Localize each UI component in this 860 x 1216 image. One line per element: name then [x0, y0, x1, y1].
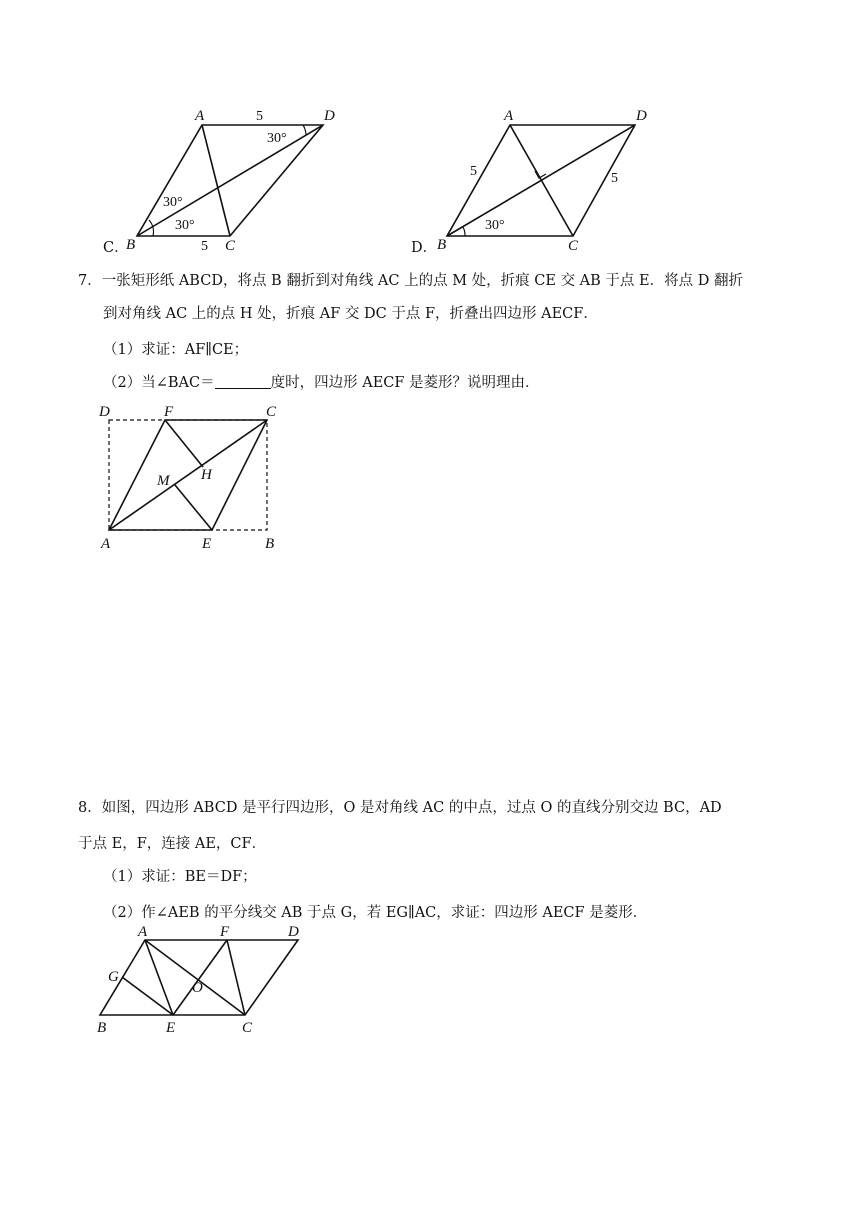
option-c-angle-arc-d	[303, 125, 306, 135]
option-d-diagonal-ac	[510, 125, 573, 236]
q8-label-f: F	[220, 924, 230, 940]
q8-stem-line1: 8．如图，四边形 ABCD 是平行四边形，O 是对角线 AC 的中点，过点 O 的直线分别交边 BC，AD	[78, 800, 722, 816]
q7-label-d: D	[99, 404, 110, 420]
q7-part2	[103, 373, 540, 393]
option-d-rhombus-figure	[430, 100, 660, 260]
option-c-side-bottom: 5	[201, 239, 208, 254]
option-c-side-top: 5	[256, 109, 263, 124]
option-c-label-b: B	[126, 237, 136, 253]
option-c-label-d: D	[324, 108, 335, 124]
q7-label-m: M	[157, 473, 170, 489]
q8-parallelogram-abcd	[100, 940, 298, 1015]
q7-stem-line2: 到对角线 AC 上的点 H 处，折痕 AF 交 DC 于点 F，折叠出四边形 AECF．	[103, 306, 598, 322]
q7-part2-prefix: （2）当∠BAC＝	[103, 375, 215, 391]
q7-fold-em	[175, 485, 212, 530]
q8-label-e: E	[166, 1020, 176, 1036]
q8-label-g: G	[108, 969, 119, 985]
q7-label-h: H	[201, 467, 212, 483]
q7-answer-blank[interactable]	[215, 374, 271, 389]
q7-part2-suffix: 度时，四边形 AECF 是菱形？说明理由．	[270, 375, 540, 391]
q7-label-b: B	[265, 536, 275, 552]
option-d-side-right: 5	[611, 171, 618, 186]
option-d-label-c: C	[568, 238, 579, 254]
option-c-label-a: A	[195, 108, 205, 124]
option-d-side-left: 5	[470, 164, 477, 179]
q7-folded-rectangle-figure	[95, 400, 295, 555]
q7-label-e: E	[202, 536, 212, 552]
q8-segment-ef	[173, 940, 227, 1015]
option-c-diagonal-bd	[137, 125, 323, 236]
option-c-diagonal-ac	[202, 125, 230, 236]
q7-stem-line1: 7．一张矩形纸 ABCD，将点 B 翻折到对角线 AC 上的点 M 处，折痕 CE 交 AB 于点 E．将点 D 翻折	[78, 273, 743, 289]
option-c-label: C．	[103, 240, 129, 256]
q7-label-a: A	[101, 536, 111, 552]
q8-label-d: D	[288, 924, 299, 940]
q8-part1: （1）求证：BE＝DF；	[103, 869, 257, 885]
option-c-angle-b-upper: 30°	[163, 195, 183, 210]
option-d-label: D．	[411, 240, 438, 256]
q7-part1: （1）求证：AF∥CE；	[103, 342, 249, 358]
q8-label-c: C	[242, 1020, 253, 1036]
option-c-angle-b-lower: 30°	[175, 218, 195, 233]
q7-label-c: C	[266, 404, 277, 420]
q7-diagonal-ac	[109, 420, 267, 530]
option-d-label-b: B	[437, 237, 447, 253]
q8-part2: （2）作∠AEB 的平分线交 AB 于点 G，若 EG∥AC，求证：四边形 AECF 是菱形．	[103, 905, 648, 921]
q7-label-f: F	[164, 404, 174, 420]
q8-label-o: O	[192, 980, 203, 996]
q8-label-a: A	[138, 924, 148, 940]
q8-stem-line2: 于点 E，F，连接 AE，CF．	[78, 836, 267, 852]
option-d-angle-b: 30°	[485, 218, 505, 233]
q8-parallelogram-figure	[90, 920, 315, 1040]
q8-label-b: B	[97, 1020, 107, 1036]
option-c-angle-d: 30°	[267, 131, 287, 146]
option-d-label-a: A	[504, 108, 514, 124]
option-c-rhombus-figure	[120, 100, 350, 260]
option-d-label-d: D	[636, 108, 647, 124]
option-d-angle-arc-b	[463, 227, 465, 236]
q7-fold-fh	[165, 420, 203, 467]
option-c-label-c: C	[225, 238, 236, 254]
